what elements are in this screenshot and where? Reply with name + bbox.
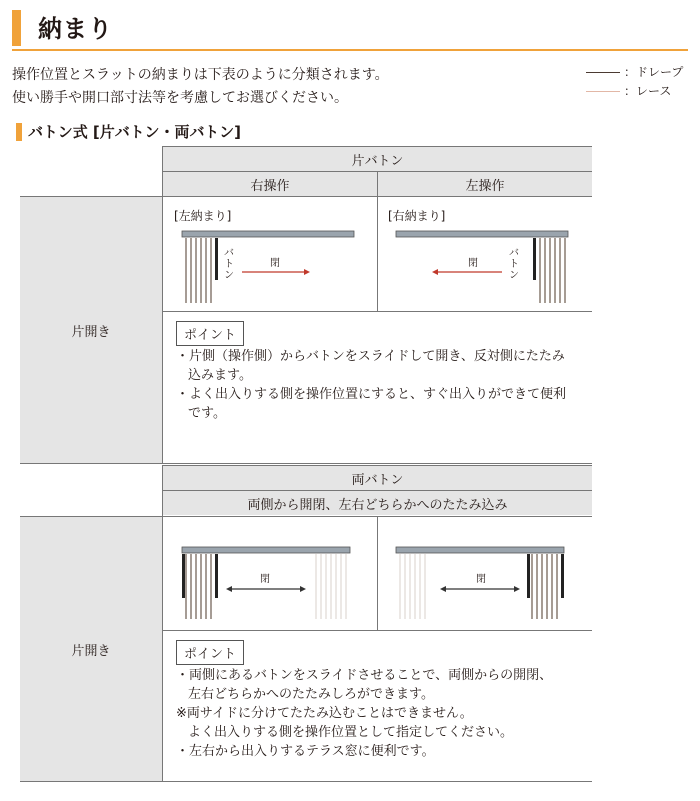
table2-row-label: 片開き: [20, 517, 162, 781]
point-line: ・片側（操作側）からバトンをスライドして開き、反対側にたたみ: [176, 349, 565, 364]
lace-line-swatch: [586, 91, 620, 92]
table2-header: 両バトン: [163, 466, 592, 490]
point-line: ・左右から出入りするテラス窓に便利です。: [176, 744, 435, 759]
close-arrow-both: [440, 573, 520, 592]
diagram-left-stack: [180, 230, 360, 310]
intro-line-1: 操作位置とスラットの納まりは下表のように分類されます。: [12, 67, 389, 83]
title-accent-bar: [12, 10, 21, 46]
table2-rule: [163, 490, 592, 491]
table1-rule: [163, 146, 592, 147]
svg-text:バトン: バトン: [509, 248, 519, 281]
legend-drape: [586, 63, 683, 82]
point-line: よく出入りする側を操作位置として指定してください。: [188, 725, 514, 740]
table1-row-label: 片開き: [20, 197, 162, 463]
table1-col-left-operation: 左操作: [378, 172, 592, 196]
svg-text:閉: 閉: [270, 258, 280, 269]
table2-rule: [377, 516, 378, 630]
table1-rule: [163, 311, 592, 312]
diagram-right-label: [右納まり]: [388, 209, 446, 223]
intro-text: [12, 64, 389, 110]
table1-points: [176, 347, 584, 423]
baton-vertical-text: [224, 248, 234, 281]
table1-rule: [377, 171, 378, 311]
table2-rule: [163, 630, 592, 631]
legend-drape-label: ：ドレープ: [624, 65, 684, 79]
point-line: ※両サイドに分けてたたみ込むことはできません。: [176, 706, 473, 721]
point-line: 左右どちらかへのたたみしろができます。: [188, 687, 434, 702]
table2-points: [176, 666, 584, 761]
legend: [586, 63, 683, 101]
svg-text:バトン: バトン: [224, 248, 234, 281]
close-arrow-right: [242, 257, 310, 275]
diagram-double-right: [394, 546, 574, 626]
drape-line-swatch: [586, 72, 620, 73]
table2-rule: [20, 516, 592, 517]
diagram-double-left: [180, 546, 360, 626]
table2-rule: [163, 465, 592, 466]
diagram-right-stack: [394, 230, 574, 310]
page-title: 納まり: [38, 15, 113, 43]
close-arrow-left: [432, 257, 502, 275]
legend-lace: [586, 82, 683, 101]
table2-subheader: 両側から開閉、左右どちらかへのたたみ込み: [163, 491, 592, 515]
point-line: ・よく出入りする側を操作位置にすると、すぐ出入りができて便利: [176, 387, 567, 402]
section-title: バトン式 [片バトン・両バトン]: [28, 123, 242, 141]
baton-vertical-text: [509, 248, 519, 281]
table1-col-right-operation: 右操作: [163, 172, 377, 196]
table1-rule: [20, 196, 592, 197]
point-line: です。: [188, 406, 226, 421]
table1-rule: [162, 146, 163, 463]
legend-lace-label: ：レース: [624, 84, 672, 98]
svg-text:閉: 閉: [260, 574, 270, 585]
close-arrow-both: [226, 573, 306, 592]
section-accent-mark: [16, 123, 22, 141]
title-underline: [12, 49, 688, 51]
point-label-box: ポイント: [176, 640, 244, 665]
table2-rule: [20, 781, 592, 782]
intro-line-2: 使い勝手や開口部寸法等を考慮してお選びください。: [12, 90, 348, 106]
point-label-box: ポイント: [176, 321, 244, 346]
point-line: 込みます。: [188, 368, 252, 383]
table1-header: 片バトン: [163, 147, 592, 171]
point-line: ・両側にあるバトンをスライドさせることで、両側からの開閉、: [176, 668, 553, 683]
svg-text:閉: 閉: [476, 574, 486, 585]
table2-rule: [162, 465, 163, 781]
diagram-left-label: [左納まり]: [174, 209, 232, 223]
svg-text:閉: 閉: [468, 258, 478, 269]
table1-rule: [20, 463, 592, 464]
